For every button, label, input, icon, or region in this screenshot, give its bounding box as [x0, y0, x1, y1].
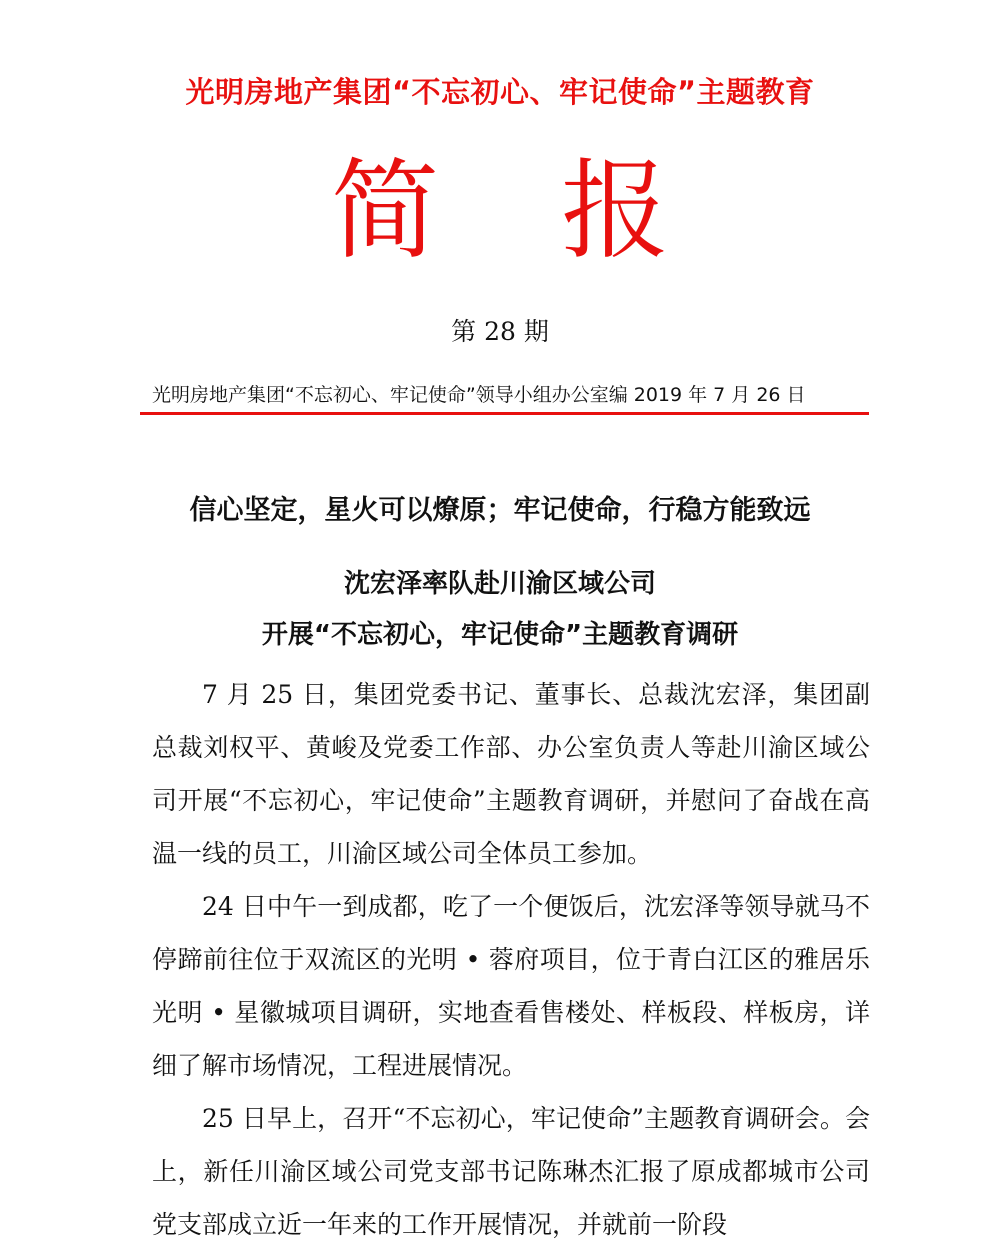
paragraph: 7 月 25 日，集团党委书记、董事长、总裁沈宏泽，集团副总裁刘权平、黄峻及党委工作部、办公室负责人等赴川渝区域公司开展“不忘初心，牢记使命”主题教育调研，并慰问了奋战在高温一线的员工，川渝区域公司全体员工参加。 — [152, 680, 870, 868]
org-title: 光明房地产集团“不忘初心、牢记使命”主题教育 — [185, 75, 815, 109]
paragraph: 25 日早上，召开“不忘初心，牢记使命”主题教育调研会。会上，新任川渝区域公司党支部书记陈琳杰汇报了原成都城市公司党支部成立近一年来的工作开展情况，并就前一阶段 — [152, 1104, 870, 1239]
paragraph: 24 日中午一到成都，吃了一个便饭后，沈宏泽等领导就马不停蹄前往位于双流区的光明 • 蓉府项目，位于青白江区的雅居乐光明 • 星徽城项目调研，实地查看售楼处、样板段、样板房，详细了解市场情况，工程进展情况。 — [152, 892, 870, 1080]
bulletin-title-char-1: 简 — [330, 149, 439, 274]
issue-number: 第 28 期 — [451, 317, 549, 346]
article-body — [152, 668, 870, 1251]
article-subheadline-2: 开展“不忘初心，牢记使命”主题教育调研 — [261, 620, 739, 650]
article-subheadline-1: 沈宏泽率队赴川渝区域公司 — [343, 569, 656, 599]
red-divider — [140, 412, 869, 415]
bulletin-title — [0, 149, 1000, 274]
editor-line: 光明房地产集团“不忘初心、牢记使命”领导小组办公室编 2019 年 7 月 26 日 — [152, 384, 806, 406]
bulletin-title-char-2: 报 — [561, 149, 670, 274]
article-headline: 信心坚定，星火可以燎原；牢记使命，行稳方能致远 — [189, 495, 811, 526]
